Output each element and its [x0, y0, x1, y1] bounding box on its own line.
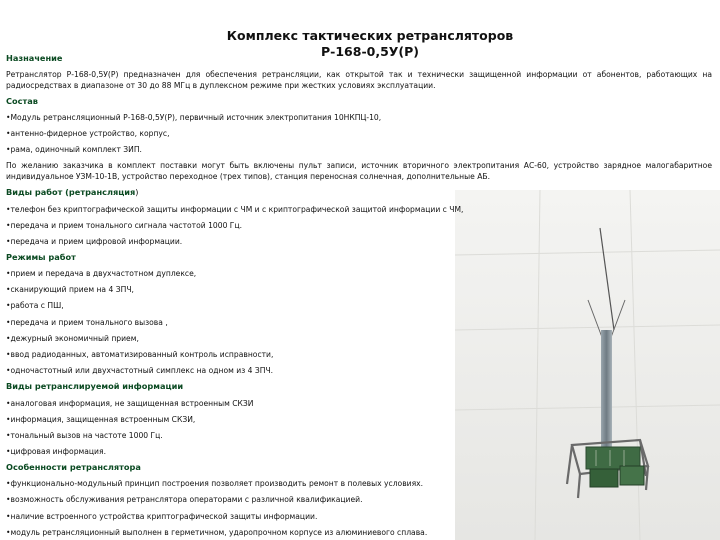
heading-work-types: [6, 187, 138, 197]
list-item: •цифровая информация.: [6, 447, 106, 456]
heading-work-types-tail: ): [135, 187, 139, 197]
title-line-2: Р-168-0,5У(Р): [321, 44, 419, 59]
list-item: •модуль ретрансляционный выполнен в герметичном, ударопрочном корпусе из алюминиевого сплава.: [6, 528, 428, 537]
list-item: •работа с ПШ,: [6, 301, 64, 310]
list-item: •наличие встроенного устройства криптографической защиты информации.: [6, 512, 318, 521]
heading-info-types: Виды ретранслируемой информации: [6, 381, 184, 391]
list-item: •передача и прием тонального сигнала частотой 1000 Гц.: [6, 221, 243, 230]
heading-composition: Состав: [6, 96, 38, 106]
list-item: •информация, защищенная встроенным СКЗИ,: [6, 415, 196, 424]
heading-modes: Режимы работ: [6, 252, 76, 262]
page-title: [200, 28, 540, 60]
list-item: •ввод радиоданных, автоматизированный контроль исправности,: [6, 350, 274, 359]
purpose-text: Ретранслятор Р-168-0,5У(Р) предназначен для обеспечения ретрансляции, как открытой так и технически защищенной информации от абонентов, работающих на радиосредствах в диапазоне от 30 до 88 МГц в дуплексном режиме при жестких условиях эксплуатации.: [6, 70, 712, 90]
heading-work-types-text: Виды работ (ретрансляция: [6, 187, 136, 197]
heading-features: Особенности ретранслятора: [6, 462, 141, 472]
list-item: •прием и передача в двухчастотном дуплексе,: [6, 269, 197, 278]
composition-extra: По желанию заказчика в комплект поставки могут быть включены пульт записи, источник вторичного электропитания АС-60, устройство зарядное малогабаритное индивидуальное УЗМ-10-1В, устройство переходное (трех типов), станция переносная солнечная, дополнительные АБ.: [6, 161, 712, 181]
list-item: •телефон без криптографической защиты информации с ЧМ и с криптографической защитой информации с ЧМ,: [6, 205, 464, 214]
list-item: •возможность обслуживания ретранслятора операторами с различной квалификацией.: [6, 495, 363, 504]
list-item: •функционально-модульный принцип построения позволяет производить ремонт в полевых условиях.: [6, 479, 424, 488]
list-item: •Модуль ретрансляционный Р-168-0,5У(Р), первичный источник электропитания 10НКПЦ-10,: [6, 113, 382, 122]
heading-purpose: Назначение: [6, 53, 63, 63]
list-item: •передача и прием тонального вызова ,: [6, 318, 168, 327]
list-item: •сканирующий прием на 4 ЗПЧ,: [6, 285, 134, 294]
list-item: •тональный вызов на частоте 1000 Гц.: [6, 431, 163, 440]
title-line-1: Комплекс тактических ретрансляторов: [226, 28, 514, 43]
list-item: •рама, одиночный комплект ЗИП.: [6, 145, 142, 154]
list-item: •дежурный экономичный прием,: [6, 334, 139, 343]
list-item: •аналоговая информация, не защищенная встроенным СКЗИ: [6, 399, 254, 408]
list-item: •одночастотный или двухчастотный симплекс на одном из 4 ЗПЧ.: [6, 366, 274, 375]
list-item: •антенно-фидерное устройство, корпус,: [6, 129, 170, 138]
list-item: •передача и прием цифровой информации.: [6, 237, 183, 246]
